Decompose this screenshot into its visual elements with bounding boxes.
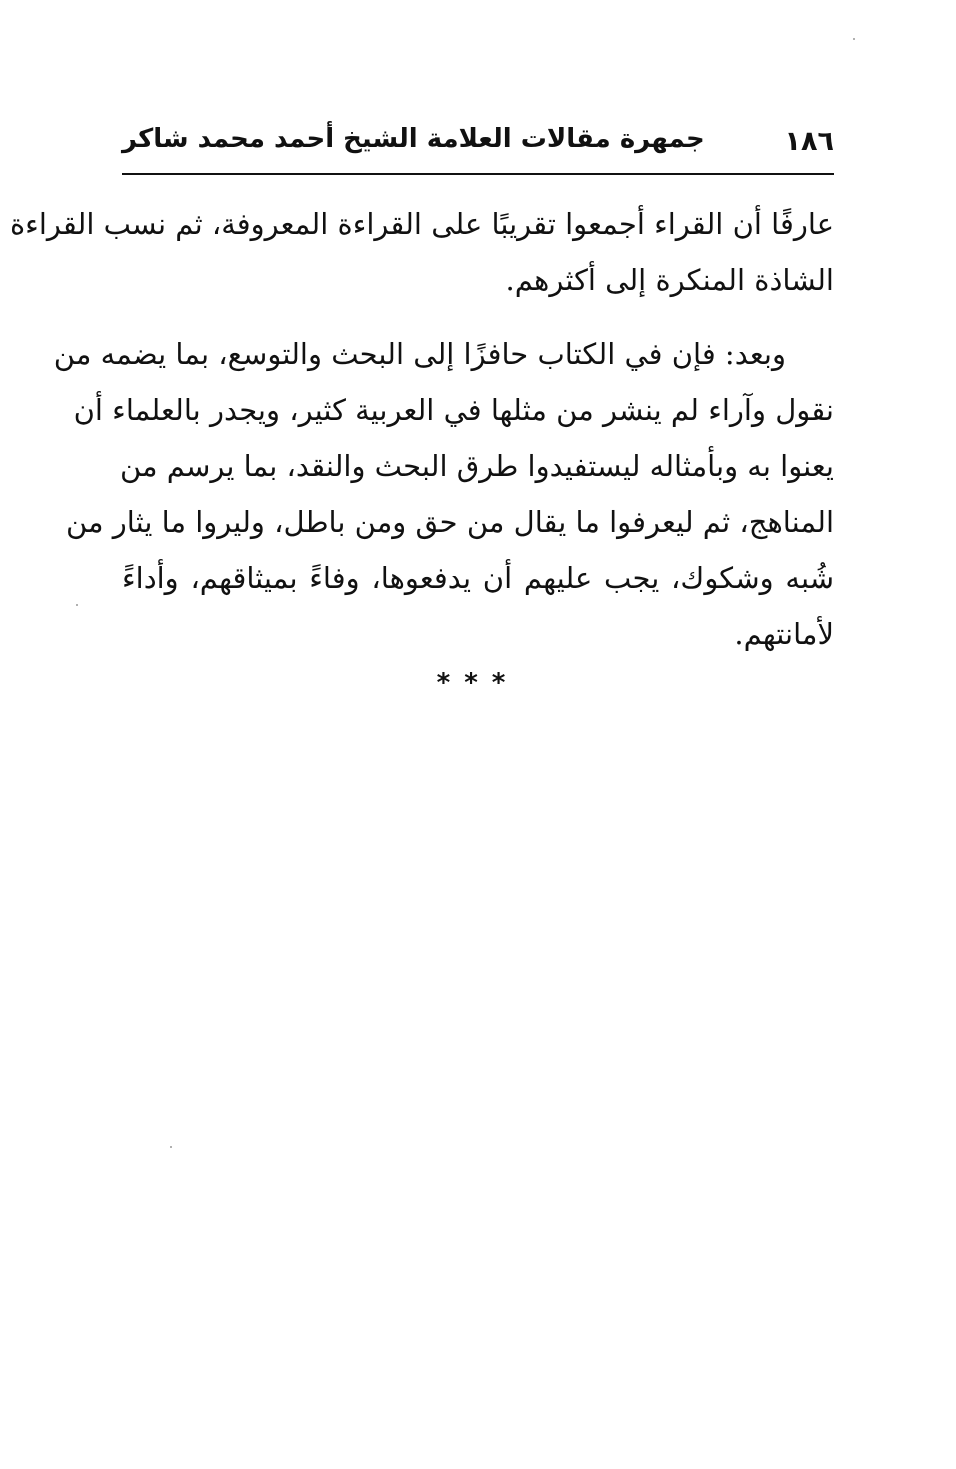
- text-line: عارفًا أن القراء أجمعوا تقريبًا على القراءة المعروفة، ثم نسب القراءة: [9, 207, 834, 241]
- text-line: نقول وآراء لم ينشر من مثلها في العربية كثير، ويجدر بالعلماء أن: [73, 393, 834, 427]
- header-rule: [122, 173, 834, 175]
- paragraph: [9, 196, 834, 308]
- body-text: [9, 196, 834, 662]
- section-separator: ***: [436, 668, 520, 698]
- text-line: الشاذة المنكرة إلى أكثرهم.: [505, 263, 834, 297]
- scan-speck: [76, 604, 78, 606]
- page-number: ١٨٦: [784, 126, 834, 157]
- scan-speck: [170, 1146, 172, 1148]
- text-line: شُبه وشكوك، يجب عليهم أن يدفعوها، وفاءً بميثاقهم، وأداءً: [122, 561, 834, 595]
- text-line: يعنوا به وبأمثاله ليستفيدوا طرق البحث والنقد، بما يرسم من: [119, 449, 834, 483]
- text-line: وبعد: فإن في الكتاب حافزًا إلى البحث والتوسع، بما يضمه من: [53, 337, 786, 371]
- paragraph: [53, 326, 834, 662]
- scan-speck: [853, 38, 855, 40]
- text-line: لأمانتهم.: [734, 617, 834, 651]
- text-line: المناهج، ثم ليعرفوا ما يقال من حق ومن باطل، وليروا ما يثار من: [65, 505, 834, 539]
- page-header: [122, 118, 834, 170]
- running-title: جمهرة مقالات العلامة الشيخ أحمد محمد شاكر: [122, 124, 705, 154]
